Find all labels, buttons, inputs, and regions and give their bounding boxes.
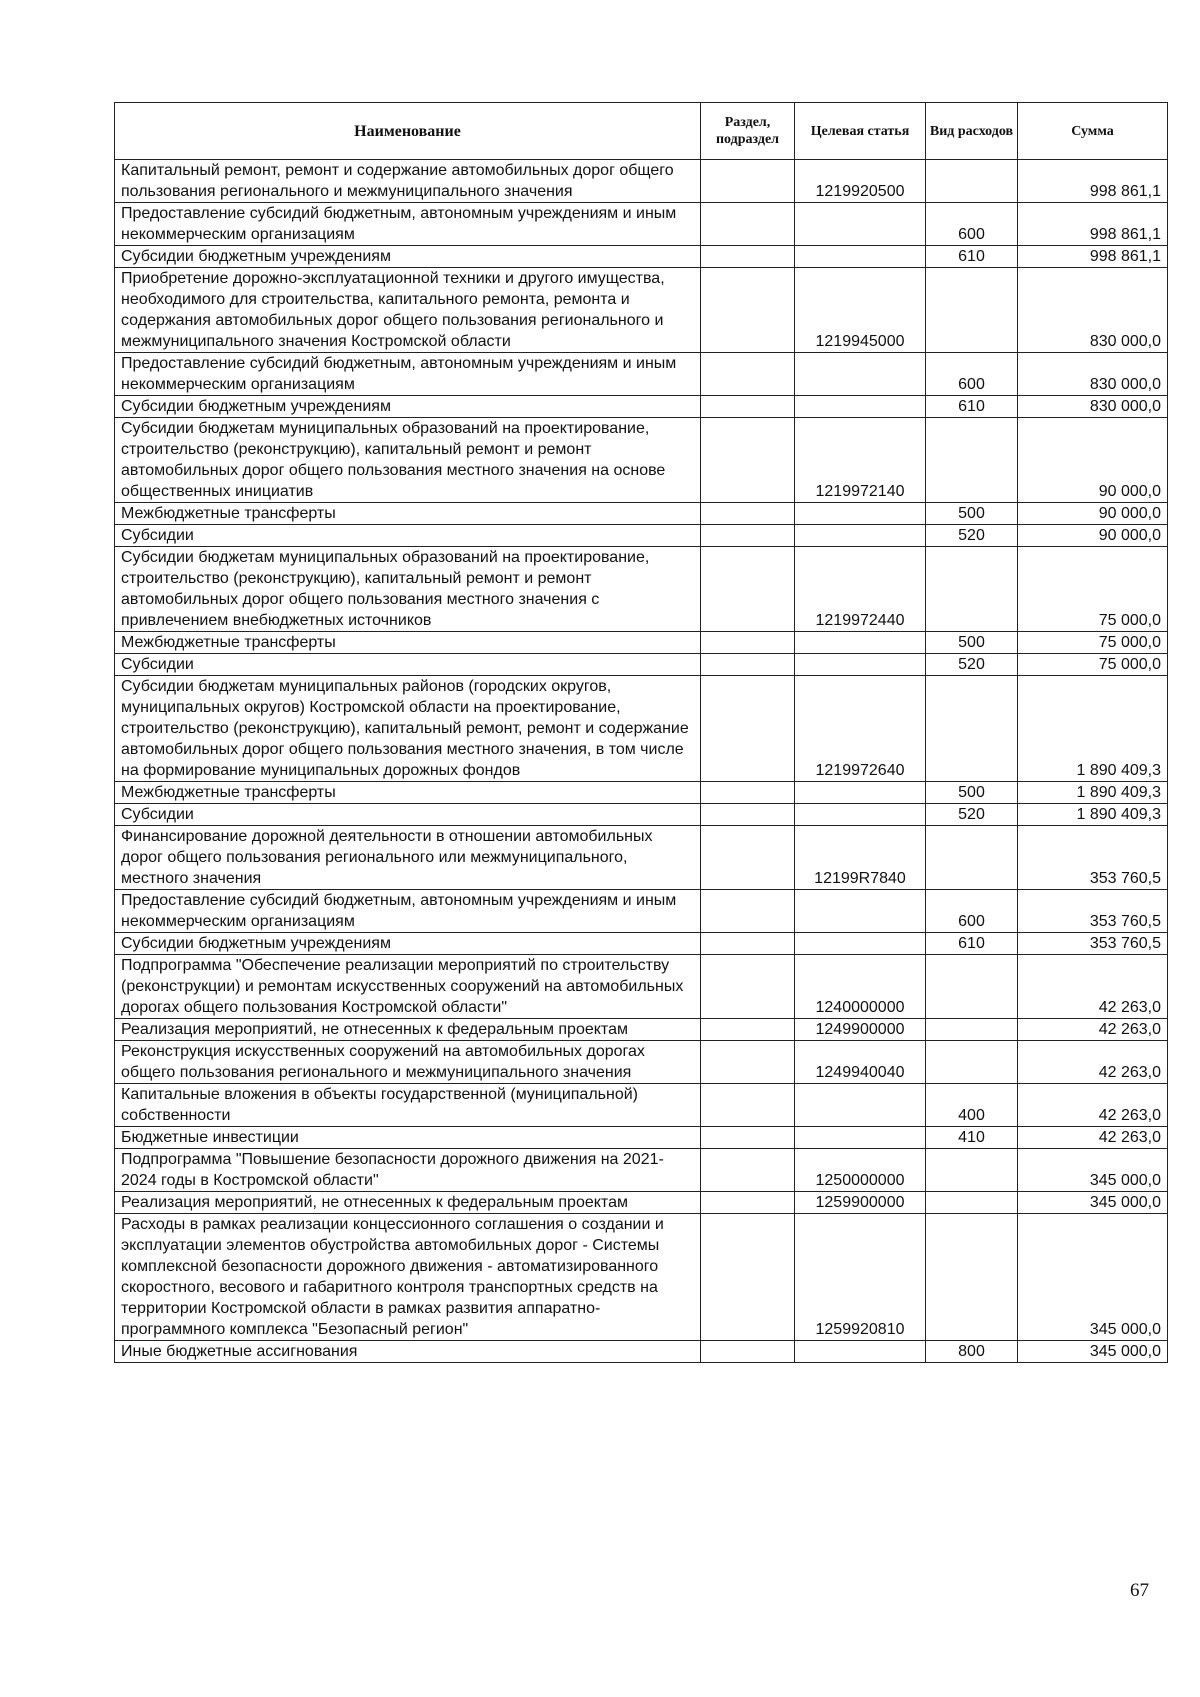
cell-name: Капитальные вложения в объекты государственной (муниципальной) собственности: [115, 1084, 701, 1127]
table-row: [115, 418, 1168, 503]
cell-section: [701, 246, 795, 268]
cell-name: Субсидии бюджетам муниципальных образований на проектирование, строительство (реконструкцию), капитальный ремонт и ремонт автомобильных дорог общего пользования местного значения с привлечением внебюджетных источников: [115, 547, 701, 632]
cell-sum: 75 000,0: [1018, 632, 1168, 654]
cell-target: [795, 804, 926, 826]
table-row: [115, 782, 1168, 804]
cell-section: [701, 955, 795, 1019]
cell-sum: 345 000,0: [1018, 1341, 1168, 1363]
cell-sum: 75 000,0: [1018, 547, 1168, 632]
cell-kind: 500: [926, 782, 1018, 804]
cell-name: Субсидии бюджетным учреждениям: [115, 396, 701, 418]
cell-sum: 998 861,1: [1018, 203, 1168, 246]
cell-name: Межбюджетные трансферты: [115, 632, 701, 654]
table-row: [115, 1127, 1168, 1149]
cell-section: [701, 353, 795, 396]
cell-name: Иные бюджетные ассигнования: [115, 1341, 701, 1363]
cell-sum: 1 890 409,3: [1018, 676, 1168, 782]
cell-section: [701, 782, 795, 804]
table-row: [115, 547, 1168, 632]
cell-sum: 345 000,0: [1018, 1214, 1168, 1341]
table-row: [115, 1192, 1168, 1214]
cell-sum: 1 890 409,3: [1018, 782, 1168, 804]
cell-sum: 42 263,0: [1018, 1084, 1168, 1127]
table-body: [115, 160, 1168, 1363]
cell-section: [701, 654, 795, 676]
table-row: [115, 503, 1168, 525]
table-row: [115, 654, 1168, 676]
cell-name: Реализация мероприятий, не отнесенных к федеральным проектам: [115, 1019, 701, 1041]
table-row: [115, 396, 1168, 418]
cell-section: [701, 1084, 795, 1127]
cell-target: [795, 933, 926, 955]
cell-target: [795, 396, 926, 418]
cell-kind: [926, 1192, 1018, 1214]
table-row: [115, 826, 1168, 890]
cell-target: [795, 632, 926, 654]
cell-name: Межбюджетные трансферты: [115, 782, 701, 804]
cell-sum: 830 000,0: [1018, 268, 1168, 353]
cell-kind: 400: [926, 1084, 1018, 1127]
cell-kind: [926, 1149, 1018, 1192]
cell-target: [795, 525, 926, 547]
table-header-row: [115, 103, 1168, 160]
cell-target: 1219945000: [795, 268, 926, 353]
cell-name: Субсидии: [115, 804, 701, 826]
cell-section: [701, 1019, 795, 1041]
table-row: [115, 1084, 1168, 1127]
cell-sum: 345 000,0: [1018, 1192, 1168, 1214]
cell-sum: 830 000,0: [1018, 353, 1168, 396]
cell-target: 1249940040: [795, 1041, 926, 1084]
cell-kind: [926, 160, 1018, 203]
table-row: [115, 1149, 1168, 1192]
cell-target: [795, 246, 926, 268]
cell-sum: 42 263,0: [1018, 1041, 1168, 1084]
cell-target: [795, 353, 926, 396]
cell-kind: 600: [926, 353, 1018, 396]
cell-section: [701, 804, 795, 826]
cell-target: [795, 654, 926, 676]
cell-name: Реконструкция искусственных сооружений на автомобильных дорогах общего пользования регионального и межмуниципального значения: [115, 1041, 701, 1084]
cell-sum: 353 760,5: [1018, 890, 1168, 933]
budget-table: [114, 102, 1168, 1363]
cell-name: Субсидии бюджетным учреждениям: [115, 933, 701, 955]
cell-kind: 410: [926, 1127, 1018, 1149]
cell-section: [701, 890, 795, 933]
cell-section: [701, 1214, 795, 1341]
table-row: [115, 890, 1168, 933]
cell-sum: 353 760,5: [1018, 933, 1168, 955]
cell-section: [701, 503, 795, 525]
cell-target: 1219972640: [795, 676, 926, 782]
cell-target: [795, 203, 926, 246]
cell-section: [701, 525, 795, 547]
table-row: [115, 632, 1168, 654]
cell-target: [795, 1084, 926, 1127]
cell-section: [701, 1041, 795, 1084]
cell-name: Подпрограмма "Повышение безопасности дорожного движения на 2021-2024 годы в Костромской области": [115, 1149, 701, 1192]
cell-kind: 610: [926, 246, 1018, 268]
cell-name: Субсидии: [115, 525, 701, 547]
cell-name: Капитальный ремонт, ремонт и содержание автомобильных дорог общего пользования регионального и межмуниципального значения: [115, 160, 701, 203]
cell-sum: 830 000,0: [1018, 396, 1168, 418]
cell-target: 1249900000: [795, 1019, 926, 1041]
cell-section: [701, 418, 795, 503]
cell-name: Предоставление субсидий бюджетным, автономным учреждениям и иным некоммерческим организациям: [115, 353, 701, 396]
cell-sum: 42 263,0: [1018, 1127, 1168, 1149]
cell-sum: 1 890 409,3: [1018, 804, 1168, 826]
cell-name: Предоставление субсидий бюджетным, автономным учреждениям и иным некоммерческим организациям: [115, 890, 701, 933]
cell-name: Межбюджетные трансферты: [115, 503, 701, 525]
table-row: [115, 676, 1168, 782]
table-row: [115, 246, 1168, 268]
cell-kind: 610: [926, 396, 1018, 418]
cell-section: [701, 547, 795, 632]
cell-name: Финансирование дорожной деятельности в отношении автомобильных дорог общего пользования регионального или межмуниципального, местного значения: [115, 826, 701, 890]
cell-name: Субсидии бюджетам муниципальных районов (городских округов, муниципальных округов) Костромской области на проектирование, строительство (реконструкцию), капитальный ремонт, ремонт и содержание автомобильных дорог общего пользования местного значения, в том числе на формирование муниципальных дорожных фондов: [115, 676, 701, 782]
cell-name: Предоставление субсидий бюджетным, автономным учреждениям и иным некоммерческим организациям: [115, 203, 701, 246]
cell-kind: 520: [926, 654, 1018, 676]
cell-sum: 353 760,5: [1018, 826, 1168, 890]
cell-name: Бюджетные инвестиции: [115, 1127, 701, 1149]
cell-target: 1219972440: [795, 547, 926, 632]
cell-section: [701, 1341, 795, 1363]
cell-sum: 90 000,0: [1018, 418, 1168, 503]
cell-name: Субсидии бюджетам муниципальных образований на проектирование, строительство (реконструкцию), капитальный ремонт и ремонт автомобильных дорог общего пользования местного значения на основе общественных инициатив: [115, 418, 701, 503]
cell-kind: [926, 1041, 1018, 1084]
cell-section: [701, 632, 795, 654]
cell-target: [795, 1341, 926, 1363]
cell-name: Субсидии бюджетным учреждениям: [115, 246, 701, 268]
table-row: [115, 933, 1168, 955]
table-row: [115, 804, 1168, 826]
table-row: [115, 1041, 1168, 1084]
cell-name: Подпрограмма "Обеспечение реализации мероприятий по строительству (реконструкции) и ремонтам искусственных сооружений на автомобильных дорогах общего пользования Костромской области": [115, 955, 701, 1019]
cell-name: Субсидии: [115, 654, 701, 676]
cell-kind: 800: [926, 1341, 1018, 1363]
cell-section: [701, 203, 795, 246]
table-row: [115, 1214, 1168, 1341]
cell-sum: 42 263,0: [1018, 1019, 1168, 1041]
table-row: [115, 1019, 1168, 1041]
cell-section: [701, 676, 795, 782]
cell-target: 12199R7840: [795, 826, 926, 890]
page-number: 67: [1130, 1580, 1149, 1601]
cell-target: [795, 890, 926, 933]
cell-section: [701, 1149, 795, 1192]
header-sum: Сумма: [1018, 103, 1168, 160]
cell-sum: 90 000,0: [1018, 525, 1168, 547]
cell-kind: 520: [926, 525, 1018, 547]
cell-kind: [926, 676, 1018, 782]
table-row: [115, 160, 1168, 203]
cell-kind: 600: [926, 203, 1018, 246]
header-target: Целевая статья: [795, 103, 926, 160]
cell-kind: 520: [926, 804, 1018, 826]
cell-kind: 500: [926, 632, 1018, 654]
cell-kind: 500: [926, 503, 1018, 525]
table-row: [115, 1341, 1168, 1363]
cell-target: [795, 1127, 926, 1149]
cell-section: [701, 160, 795, 203]
table-row: [115, 353, 1168, 396]
cell-kind: [926, 826, 1018, 890]
cell-section: [701, 268, 795, 353]
cell-target: 1259920810: [795, 1214, 926, 1341]
cell-sum: 998 861,1: [1018, 246, 1168, 268]
cell-kind: [926, 268, 1018, 353]
cell-kind: 600: [926, 890, 1018, 933]
table-row: [115, 525, 1168, 547]
cell-sum: 998 861,1: [1018, 160, 1168, 203]
table-row: [115, 203, 1168, 246]
cell-section: [701, 396, 795, 418]
cell-target: 1259900000: [795, 1192, 926, 1214]
cell-sum: 42 263,0: [1018, 955, 1168, 1019]
cell-target: [795, 503, 926, 525]
cell-name: Приобретение дорожно-эксплуатационной техники и другого имущества, необходимого для строительства, капитального ремонта, ремонта и содержания автомобильных дорог общего пользования регионального и межмуниципального значения Костромской области: [115, 268, 701, 353]
cell-section: [701, 826, 795, 890]
cell-target: [795, 782, 926, 804]
cell-section: [701, 933, 795, 955]
header-section: Раздел, подраздел: [701, 103, 795, 160]
cell-kind: [926, 547, 1018, 632]
cell-kind: 610: [926, 933, 1018, 955]
cell-target: 1250000000: [795, 1149, 926, 1192]
cell-sum: 75 000,0: [1018, 654, 1168, 676]
cell-kind: [926, 418, 1018, 503]
cell-name: Расходы в рамках реализации концессионного соглашения о создании и эксплуатации элементов обустройства автомобильных дорог - Системы комплексной безопасности дорожного движения - автоматизированного скоростного, весового и габаритного контроля транспортных средств на территории Костромской области в рамках развития аппаратно-программного комплекса "Безопасный регион": [115, 1214, 701, 1341]
cell-kind: [926, 955, 1018, 1019]
table-row: [115, 955, 1168, 1019]
cell-section: [701, 1127, 795, 1149]
header-name: Наименование: [115, 103, 701, 160]
cell-section: [701, 1192, 795, 1214]
cell-kind: [926, 1019, 1018, 1041]
cell-name: Реализация мероприятий, не отнесенных к федеральным проектам: [115, 1192, 701, 1214]
cell-target: 1219972140: [795, 418, 926, 503]
header-kind: Вид расходов: [926, 103, 1018, 160]
cell-target: 1219920500: [795, 160, 926, 203]
table-row: [115, 268, 1168, 353]
cell-kind: [926, 1214, 1018, 1341]
cell-target: 1240000000: [795, 955, 926, 1019]
cell-sum: 345 000,0: [1018, 1149, 1168, 1192]
cell-sum: 90 000,0: [1018, 503, 1168, 525]
